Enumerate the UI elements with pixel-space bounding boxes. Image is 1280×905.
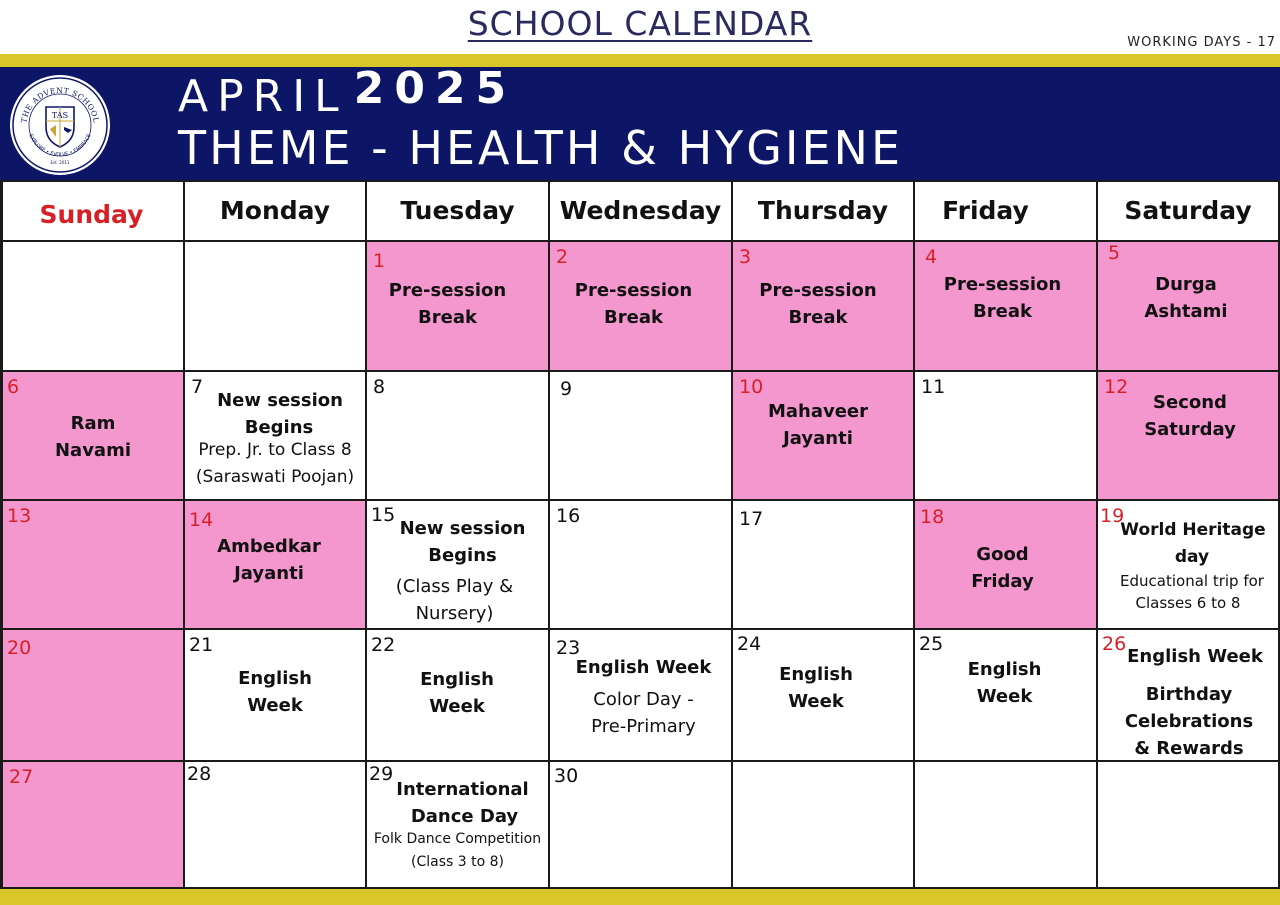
event-line: New session [217, 390, 343, 411]
event-line: Nursery) [415, 603, 494, 624]
day-cell-14 [185, 501, 367, 630]
logo-arc-bottom: EXPLORE • EVOLVE • EMBRACE [27, 133, 93, 158]
event-line: Mahaveer [767, 401, 869, 422]
day-cell-12 [1098, 372, 1280, 501]
event-line: Celebrations [1124, 711, 1254, 732]
event-line: Friday [971, 571, 1034, 592]
day-cell-30 [550, 762, 733, 889]
event-line: New session [399, 518, 526, 539]
date-number: 7 [191, 376, 204, 398]
logo-monogram: TAS [51, 111, 69, 120]
event-line: Birthday [1145, 684, 1233, 705]
event-line: Pre-Primary [591, 716, 696, 737]
day-cell-15 [367, 501, 550, 630]
date-number: 3 [739, 246, 752, 268]
event-line: Jayanti [234, 563, 304, 584]
event-line: Week [247, 695, 303, 716]
event-line: day [1174, 547, 1210, 567]
date-number: 20 [7, 637, 32, 659]
date-number: 11 [921, 376, 946, 398]
weekday-wednesday: Wednesday [550, 180, 733, 242]
date-number: 19 [1100, 505, 1125, 527]
date-number: 27 [9, 766, 34, 788]
event-line: Dance Day [410, 806, 519, 827]
date-number: 13 [7, 505, 32, 527]
date-number: 15 [371, 504, 396, 526]
calendar-title-text: SCHOOL CALENDAR [467, 4, 813, 43]
empty-cell [915, 762, 1098, 889]
event-line: English [420, 669, 494, 690]
date-number: 23 [556, 637, 581, 659]
day-cell-22 [367, 630, 550, 762]
event-line: Folk Dance Competition [373, 831, 542, 847]
event-line: Educational trip for [1120, 572, 1264, 590]
event-line: Classes 6 to 8 [1135, 594, 1241, 612]
day-cell-29 [367, 762, 550, 889]
date-number: 16 [556, 505, 581, 527]
day-cell-19 [1098, 501, 1280, 630]
date-number: 2 [556, 246, 569, 268]
date-number: 24 [737, 633, 762, 655]
empty-cell [0, 242, 185, 372]
event-line: Ram [70, 413, 116, 434]
event-line: Break [788, 307, 848, 328]
day-cell-11 [915, 372, 1098, 501]
empty-cell [1098, 762, 1280, 889]
date-number: 9 [560, 378, 573, 400]
weekday-sunday: Sunday [0, 180, 185, 242]
event-line: English [967, 659, 1042, 680]
date-number: 6 [7, 376, 20, 398]
event-line: English Week [1127, 646, 1263, 667]
event-line: Begins [244, 417, 314, 438]
event-line: (Class Play & [395, 576, 514, 597]
weekday-tuesday: Tuesday [367, 180, 550, 242]
event-line: Week [976, 686, 1033, 707]
working-days-label: WORKING DAYS - 17 [1127, 35, 1276, 50]
bottom-yellow-band [0, 889, 1280, 905]
date-number: 8 [373, 376, 386, 398]
day-cell-26 [1098, 630, 1280, 762]
event-line: Durga [1155, 274, 1217, 295]
day-cell-17 [733, 501, 915, 630]
event-line: & Rewards [1134, 738, 1244, 759]
date-number: 25 [919, 633, 944, 655]
day-cell-5 [1098, 242, 1280, 372]
date-number: 21 [189, 634, 214, 656]
event-line: Prep. Jr. to Class 8 [198, 440, 352, 460]
year-label: 2025 [353, 63, 517, 114]
date-number: 10 [739, 376, 764, 398]
date-number: 14 [189, 509, 214, 531]
date-number: 17 [739, 508, 764, 530]
date-number: 18 [920, 506, 945, 528]
event-line: International [396, 779, 529, 800]
event-line: (Saraswati Poojan) [195, 467, 355, 487]
weekday-thursday: Thursday [733, 180, 915, 242]
empty-cell [185, 242, 367, 372]
event-line: Color Day - [593, 689, 694, 710]
event-line: Pre-session [574, 280, 693, 301]
day-cell-4 [915, 242, 1098, 372]
day-cell-16 [550, 501, 733, 630]
day-cell-20 [0, 630, 185, 762]
event-line: (Class 3 to 8) [411, 854, 504, 870]
date-number: 30 [554, 765, 579, 787]
day-cell-13 [0, 501, 185, 630]
theme-heading: THEME - HEALTH & HYGIENE [178, 121, 904, 175]
month-label: APRIL [178, 71, 348, 122]
event-line: Pre-session [388, 280, 507, 301]
day-cell-1 [367, 242, 550, 372]
event-line: Jayanti [783, 428, 853, 449]
month-banner [0, 63, 1280, 180]
day-cell-25 [915, 630, 1098, 762]
event-line: Ambedkar [217, 536, 321, 557]
day-cell-18 [915, 501, 1098, 630]
day-cell-2 [550, 242, 733, 372]
date-number: 26 [1102, 633, 1127, 655]
weekday-saturday: Saturday [1098, 180, 1280, 242]
event-line: Ashtami [1144, 301, 1228, 322]
day-cell-28 [185, 762, 367, 889]
event-line: English [238, 668, 312, 689]
event-line: Pre-session [943, 274, 1062, 295]
event-line: English Week [575, 657, 712, 678]
event-line: Break [604, 307, 663, 328]
date-number: 5 [1108, 242, 1121, 264]
school-logo [10, 75, 110, 175]
day-cell-10 [733, 372, 915, 501]
event-line: Break [418, 307, 477, 328]
date-number: 4 [925, 246, 938, 268]
event-line: Begins [428, 545, 497, 566]
grid-left-border [0, 180, 3, 889]
empty-cell [733, 762, 915, 889]
date-number: 12 [1104, 376, 1129, 398]
logo-arc-top: THE ADVENT SCHOOL [19, 85, 101, 124]
day-cell-21 [185, 630, 367, 762]
event-line: Break [973, 301, 1032, 322]
day-cell-3 [733, 242, 915, 372]
day-cell-27 [0, 762, 185, 889]
logo-est: Est. 2011 [50, 160, 70, 165]
date-number: 28 [187, 763, 212, 785]
calendar-title [0, 4, 1280, 43]
day-cell-9 [550, 372, 733, 501]
calendar-grid [0, 180, 1280, 889]
date-number: 22 [371, 634, 396, 656]
date-number: 1 [373, 250, 386, 272]
event-line: English [779, 664, 853, 685]
event-line: Week [429, 696, 485, 717]
event-line: Second [1153, 392, 1227, 413]
day-cell-24 [733, 630, 915, 762]
event-line: Week [788, 691, 844, 712]
top-yellow-band [0, 54, 1280, 67]
weekday-friday: Friday [915, 180, 1098, 242]
date-number: 29 [369, 763, 394, 785]
event-line: Good [976, 544, 1029, 565]
weekday-monday: Monday [185, 180, 367, 242]
month-year-heading [178, 63, 517, 122]
event-line: Pre-session [759, 280, 877, 301]
event-line: Navami [54, 440, 132, 461]
day-cell-7 [185, 372, 367, 501]
event-line: World Heritage [1120, 520, 1266, 540]
day-cell-8 [367, 372, 550, 501]
day-cell-23 [550, 630, 733, 762]
event-line: Saturday [1144, 419, 1236, 440]
day-cell-6 [0, 372, 185, 501]
